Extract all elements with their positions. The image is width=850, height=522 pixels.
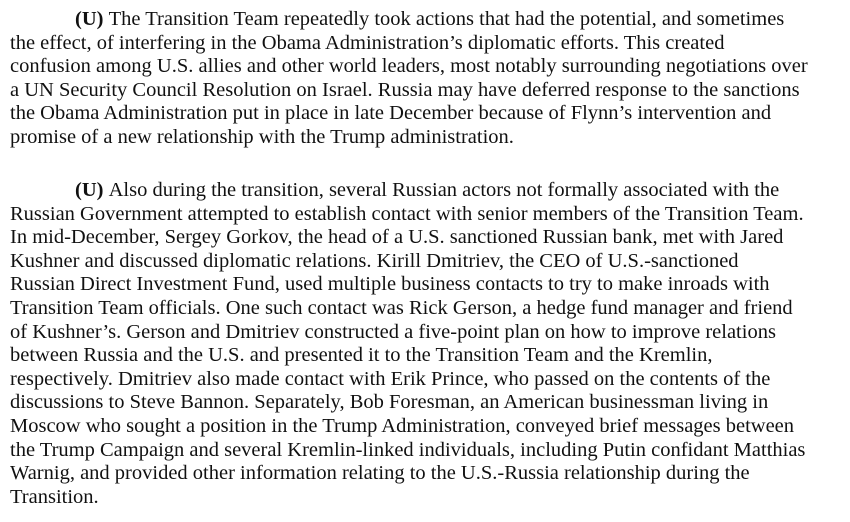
paragraph-line: Warnig, and provided other information relating to the U.S.-Russia relationship during the: [10, 462, 750, 485]
paragraph-1: [10, 8, 846, 150]
paragraph-line: confusion among U.S. allies and other world leaders, most notably surrounding negotiations over: [10, 55, 808, 78]
paragraph-line: a UN Security Council Resolution on Israel. Russia may have deferred response to the sanctions: [10, 78, 800, 101]
paragraph-line: [10, 8, 846, 32]
paragraph-2: [10, 179, 846, 509]
paragraph-text: Also during the transition, several Russian actors not formally associated with the: [108, 179, 780, 201]
paragraph-line: Transition Team officials. One such contact was Rick Gerson, a hedge fund manager and friend: [10, 296, 793, 319]
classification-marking: (U): [75, 179, 104, 201]
paragraph-line: discussions to Steve Bannon. Separately, Bob Foresman, an American businessman living in: [10, 391, 769, 414]
paragraph-line: promise of a new relationship with the Trump administration.: [10, 125, 514, 148]
paragraph-line: Russian Direct Investment Fund, used multiple business contacts to try to make inroads with: [10, 273, 770, 296]
paragraph-text: The Transition Team repeatedly took actions that had the potential, and sometimes: [108, 8, 785, 30]
paragraph-line: the Obama Administration put in place in late December because of Flynn’s intervention and: [10, 102, 772, 125]
paragraph-line: the effect, of interfering in the Obama Administration’s diplomatic efforts. This created: [10, 31, 725, 54]
paragraph-line: Kushner and discussed diplomatic relations. Kirill Dmitriev, the CEO of U.S.-sanctioned: [10, 249, 739, 272]
paragraph-line: of Kushner’s. Gerson and Dmitriev constructed a five-point plan on how to improve relations: [10, 320, 776, 343]
classification-marking: (U): [75, 8, 104, 30]
paragraph-line: Moscow who sought a position in the Trump Administration, conveyed brief messages between: [10, 414, 795, 437]
paragraph-line: Russian Government attempted to establish contact with senior members of the Transition Team.: [10, 202, 804, 225]
paragraph-line: Transition.: [10, 485, 99, 508]
paragraph-line: respectively. Dmitriev also made contact with Erik Prince, who passed on the contents of the: [10, 367, 771, 390]
paragraph-line: In mid-December, Sergey Gorkov, the head of a U.S. sanctioned Russian bank, met with Jared: [10, 226, 784, 249]
paragraph-line: the Trump Campaign and several Kremlin-linked individuals, including Putin confidant Matthias: [10, 438, 806, 461]
paragraph-line: [10, 179, 846, 203]
paragraph-line: between Russia and the U.S. and presented it to the Transition Team and the Kremlin,: [10, 344, 713, 367]
